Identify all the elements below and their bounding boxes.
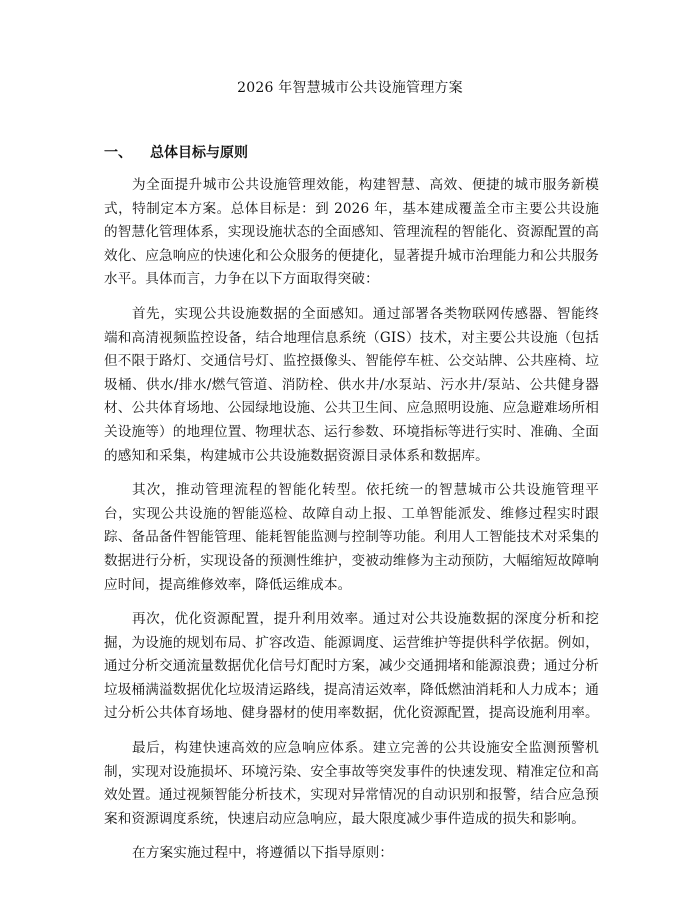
section-heading [104, 143, 248, 163]
document-title: 2026 年智慧城市公共设施管理方案 [237, 80, 463, 96]
paragraph-intelligent-management: 其次，推动管理流程的智能化转型。依托统一的智慧城市公共设施管理平台，实现公共设施的智能巡检、故障自动上报、工单智能派发、维修过程实时跟踪、备品备件智能管理、能耗智能监测与控制等功能。利用人工智能技术对采集的数据进行分析，实现设备的预测性维护，变被动维修为主动预防，大幅缩短故障响应时间，提高维修效率，降低运维成本。 [104, 482, 599, 593]
paragraph-resource-optimization: 再次，优化资源配置，提升利用效率。通过对公共设施数据的深度分析和挖掘，为设施的规划布局、扩容改造、能源调度、运营维护等提供科学依据。例如，通过分析交通流量数据优化信号灯配时方案，减少交通拥堵和能源浪费；通过分析垃圾桶满溢数据优化垃圾清运路线，提高清运效率，降低燃油消耗和人力成本；通过分析公共体育场地、健身器材的使用率数据，优化资源配置，提高设施利用率。 [104, 611, 599, 722]
paragraph-principles-intro: 在方案实施过程中，将遵循以下指导原则： [132, 845, 394, 862]
section-title: 总体目标与原则 [150, 145, 248, 161]
section-number: 一、 [104, 145, 132, 161]
paragraph-perception: 首先，实现公共设施数据的全面感知。通过部署各类物联网传感器、智能终端和高清视频监控设备，结合地理信息系统（GIS）技术，对主要公共设施（包括但不限于路灯、交通信号灯、监控摄像头、智能停车桩、公交站牌、公共座椅、垃圾桶、供水/排水/燃气管道、消防栓、供水井/水泵站、污水井/泵站、公共健身器材、公共体育场地、公园绿地设施、公共卫生间、应急照明设施、应急避难场所相关设施等）的地理位置、物理状态、运行参数、环境指标等进行实时、准确、全面的感知和采集，构建城市公共设施数据资源目录体系和数据库。 [104, 305, 599, 464]
paragraph-emergency-response: 最后，构建快速高效的应急响应体系。建立完善的公共设施安全监测预警机制，实现对设施损坏、环境污染、安全事故等突发事件的快速发现、精准定位和高效处置。通过视频智能分析技术，实现对异常情况的自动识别和报警，结合应急预案和资源调度系统，快速启动应急响应，最大限度减少事件造成的损失和影响。 [104, 740, 599, 827]
body-text [104, 174, 599, 877]
paragraph-intro: 为全面提升城市公共设施管理效能，构建智慧、高效、便捷的城市服务新模式，特制定本方案。总体目标是：到 2026 年，基本建成覆盖全市主要公共设施的智慧化管理体系，实现设施状态的全面感知、管理流程的智能化、资源配置的高效化、应急响应的快速化和公众服务的便捷化，显著提升城市治理能力和公共服务水平。具体而言，力争在以下方面取得突破： [104, 177, 599, 288]
